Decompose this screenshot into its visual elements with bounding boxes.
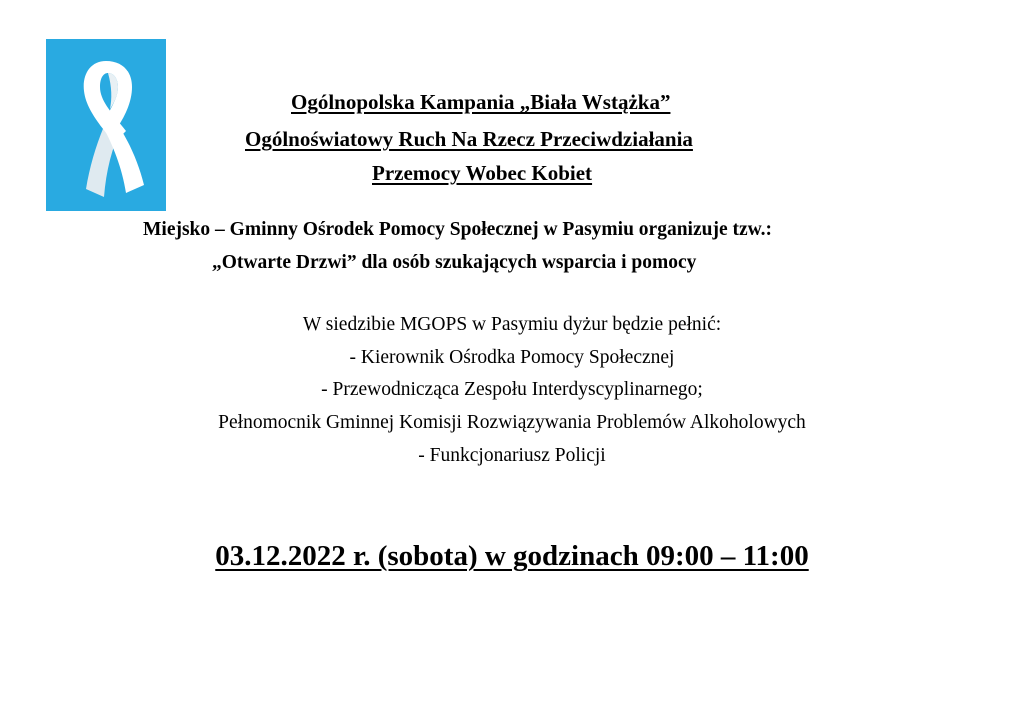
- duty-person-1: - Kierownik Ośrodka Pomocy Społecznej: [349, 347, 675, 368]
- duty-intro: W siedzibie MGOPS w Pasymiu dyżur będzie pełnić:: [302, 314, 722, 335]
- campaign-title-line-2: Ogólnoświatowy Ruch Na Rzecz Przeciwdziałania: [245, 127, 693, 151]
- organizer-line-1: Miejsko – Gminny Ośrodek Pomocy Społecznej w Pasymiu organizuje tzw.:: [143, 219, 773, 240]
- event-datetime: 03.12.2022 r. (sobota) w godzinach 09:00 – 11:00: [215, 540, 809, 572]
- duty-person-2: - Przewodnicząca Zespołu Interdyscyplinarnego;: [321, 379, 703, 400]
- ribbon-logo: [46, 39, 166, 211]
- duty-person-3: Pełnomocnik Gminnej Komisji Rozwiązywania Problemów Alkoholowych: [218, 412, 806, 433]
- white-ribbon-icon: [46, 39, 166, 211]
- campaign-title-line-3: Przemocy Wobec Kobiet: [372, 161, 593, 185]
- campaign-title-line-1: Ogólnopolska Kampania „Biała Wstążka”: [291, 90, 671, 114]
- duty-person-4: - Funkcjonariusz Policji: [418, 445, 606, 466]
- organizer-line-2: „Otwarte Drzwi” dla osób szukających wsparcia i pomocy: [212, 252, 697, 273]
